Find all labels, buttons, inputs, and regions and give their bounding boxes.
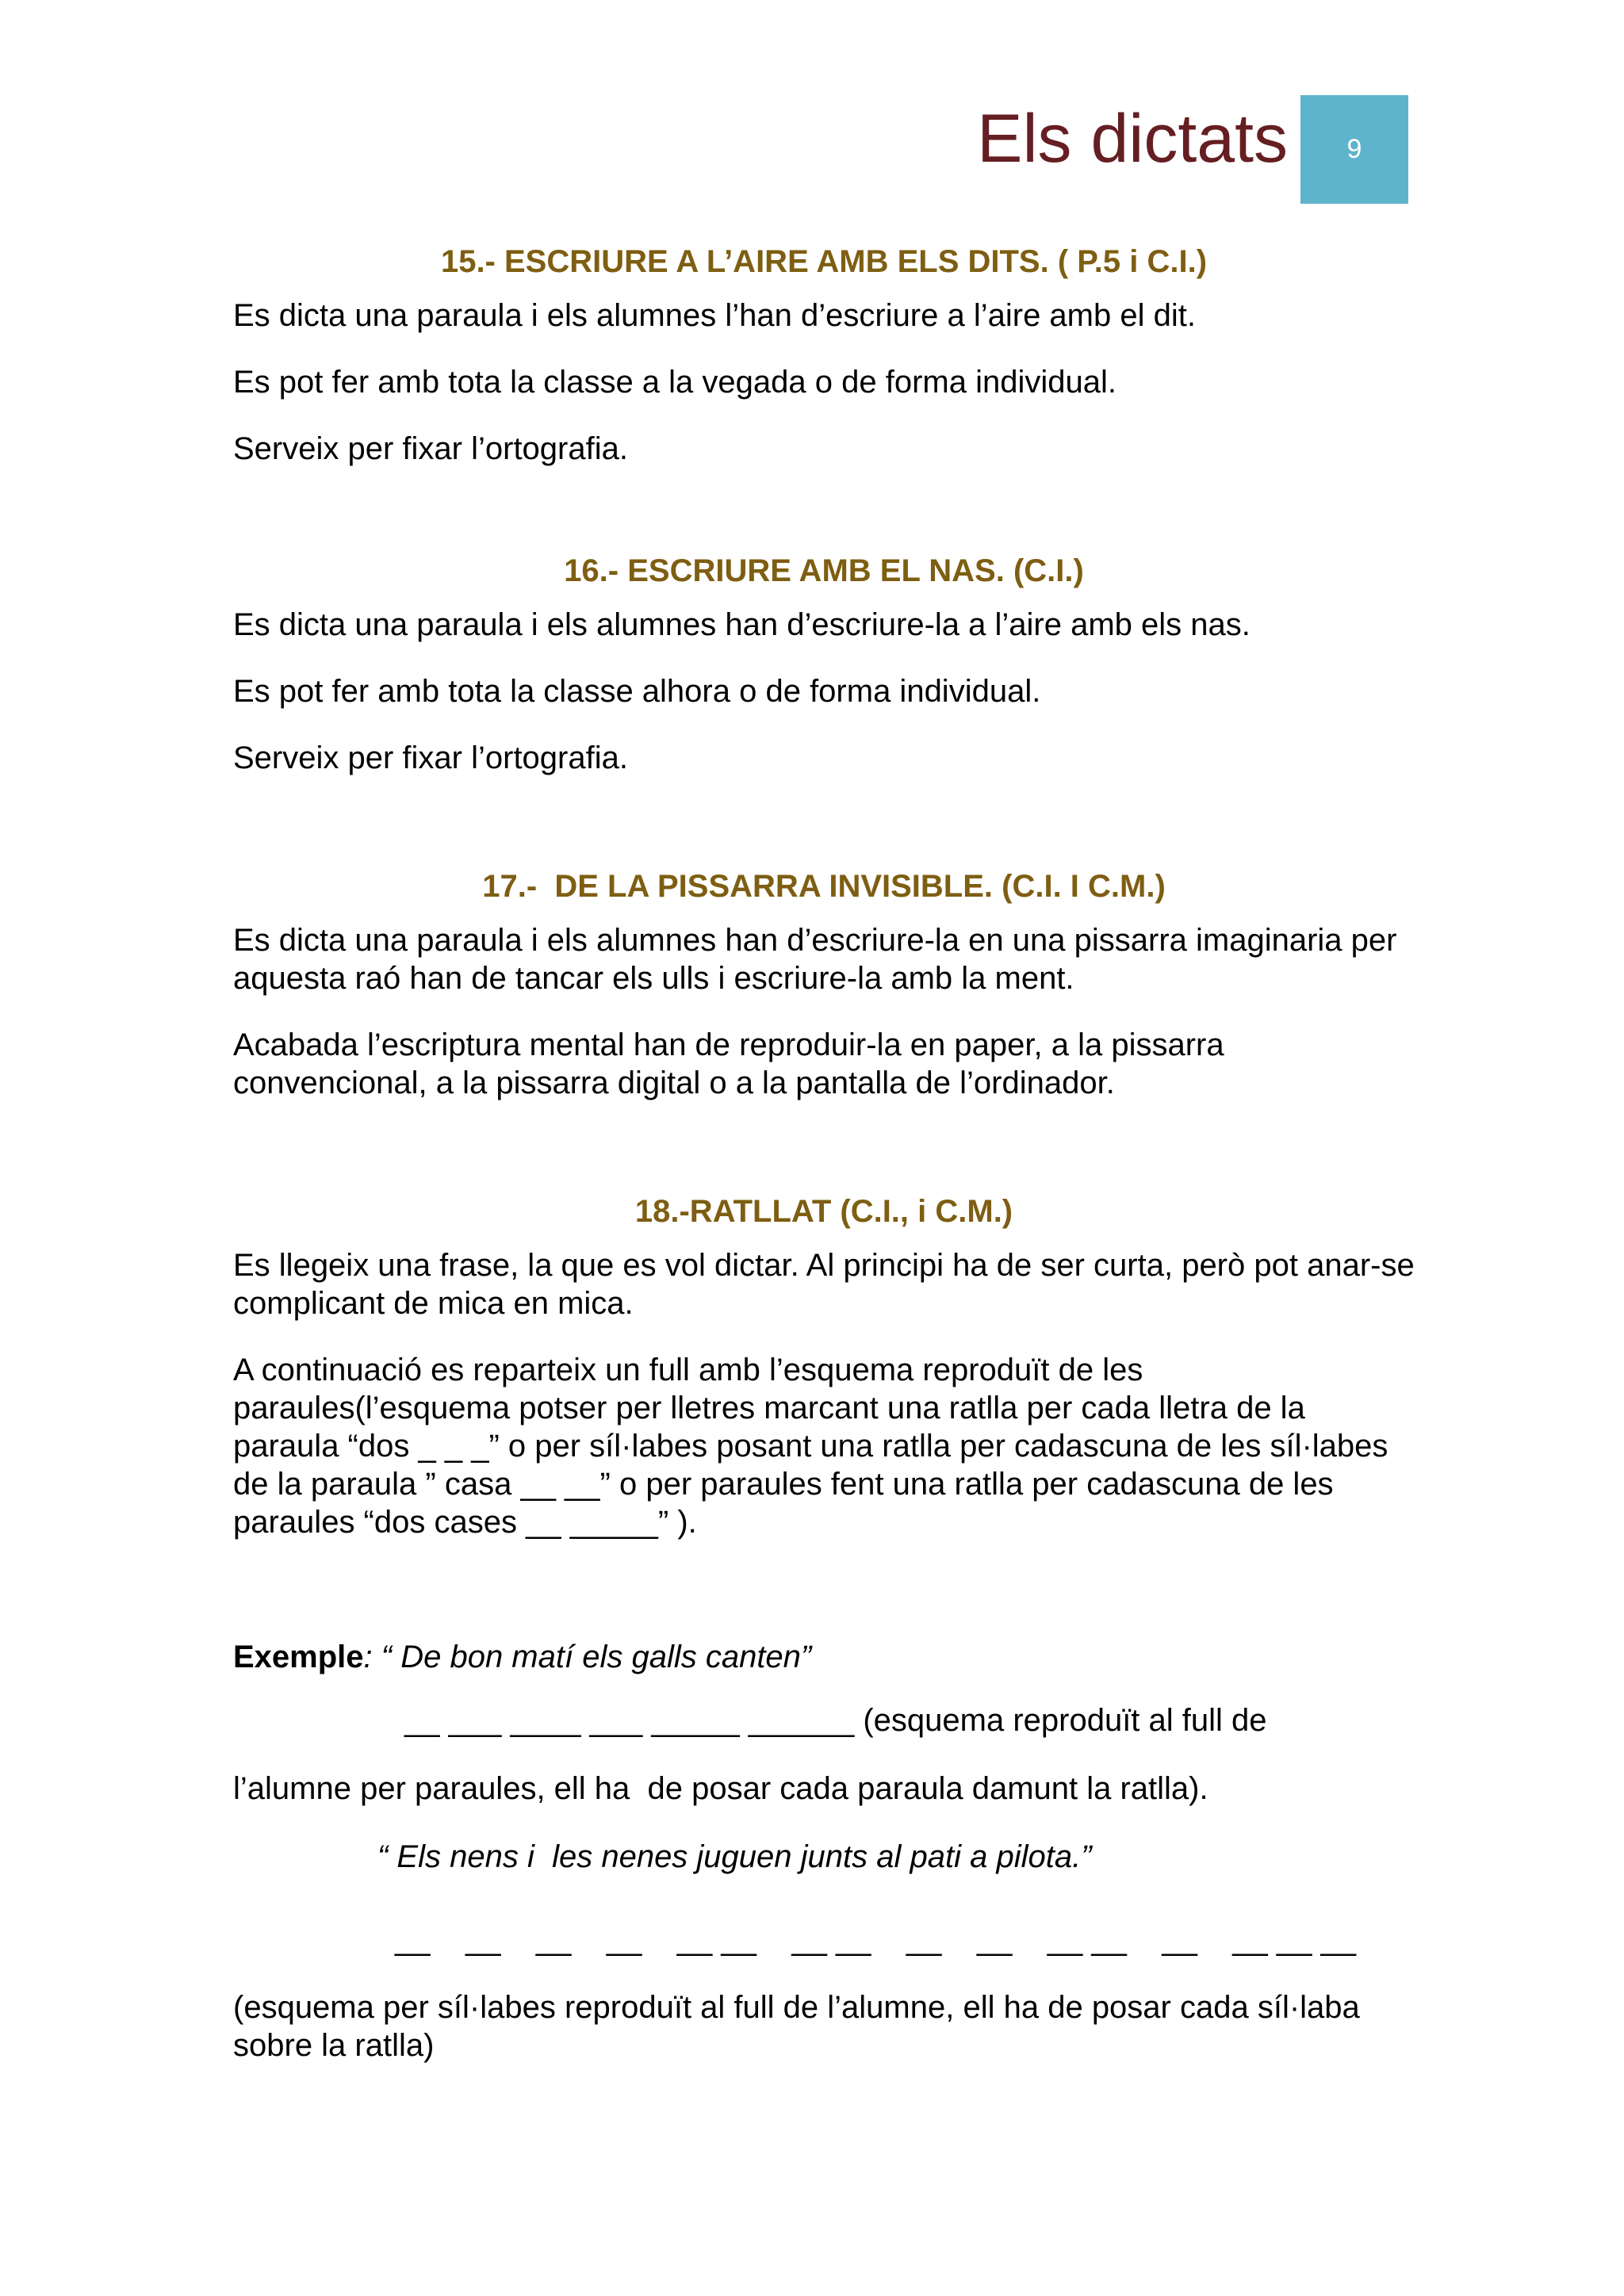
paragraph: Serveix per fixar l’ortografia.: [233, 431, 628, 466]
section-17: [233, 863, 1415, 1102]
word-scheme-caption: l’alumne per paraules, ell ha de posar cada paraula damunt la ratlla).: [233, 1771, 1208, 1806]
paragraph: A continuació es reparteix un full amb l’esquema reproduït de les paraules(l’esquema potser per lletres marcant una ratlla per cada lletra de la paraula “dos _ _ _” o per síl·labes posant una ratlla per cadascuna de les síl·labes de la paraula ” casa __ __” o per paraules fent una ratlla per cadascuna de les paraules “dos cases __ _____” ).: [233, 1353, 1388, 1540]
section-heading: 18.-RATLLAT (C.I., i C.M.): [634, 1194, 1013, 1229]
paragraph: Es dicta una paraula i els alumnes l’han d’escriure a l’aire amb el dit.: [233, 298, 1196, 333]
syllable-scheme-line: __ __ __ __ __ __ __ __ __ __ __ __ __ __ __ __: [395, 1922, 1356, 1957]
example-heading: [233, 1638, 1415, 1676]
section-15: [233, 238, 1415, 468]
paragraph: Es dicta una paraula i els alumnes han d’escriure-la en una pissarra imaginaria per aquesta raó han de tancar els ulls i escriure-la amb la ment.: [233, 923, 1397, 996]
paragraph: Es pot fer amb tota la classe alhora o de forma individual.: [233, 674, 1041, 709]
paragraph: Es dicta una paraula i els alumnes han d’escriure-la a l’aire amb els nas.: [233, 607, 1251, 642]
paragraph: Es pot fer amb tota la classe a la vegada o de forma individual.: [233, 365, 1116, 400]
paragraph: Es llegeix una frase, la que es vol dictar. Al principi ha de ser curta, però pot anar-se complicant de mica en mica.: [233, 1248, 1415, 1321]
section-heading: 15.- ESCRIURE A L’AIRE AMB ELS DITS. ( P.5 i C.I.): [440, 244, 1208, 279]
section-heading: 16.- ESCRIURE AMB EL NAS. (C.I.): [564, 553, 1084, 588]
word-scheme-line: __ ___ ____ ___ _____ ______ (esquema reproduït al full de: [404, 1703, 1267, 1738]
example-colon: :: [363, 1640, 381, 1674]
page-number: 9: [1346, 134, 1362, 164]
section-16: [233, 547, 1415, 777]
section-18: [233, 1188, 1415, 1541]
paragraph: Acabada l’escriptura mental han de reproduir-la en paper, a la pissarra convencional, a la pissarra digital o a la pantalla de l’ordinador.: [233, 1027, 1224, 1100]
syllable-scheme-caption: (esquema per síl·labes reproduït al full de l’alumne, ell ha de posar cada síl·laba sobre la ratlla): [233, 1990, 1360, 2063]
example-quote: “ De bon matí els galls canten”: [381, 1640, 812, 1674]
example-quote-2: “ Els nens i les nenes juguen junts al pati a pilota.”: [377, 1839, 1092, 1874]
paragraph: Serveix per fixar l’ortografia.: [233, 740, 628, 775]
example-label: Exemple: [233, 1640, 364, 1674]
document-title: Els dictats: [977, 101, 1288, 177]
document-body: [233, 238, 1415, 2093]
section-heading: 17.- DE LA PISSARRA INVISIBLE. (C.I. I C.M.): [482, 869, 1166, 904]
page-number-badge: [1300, 95, 1408, 204]
